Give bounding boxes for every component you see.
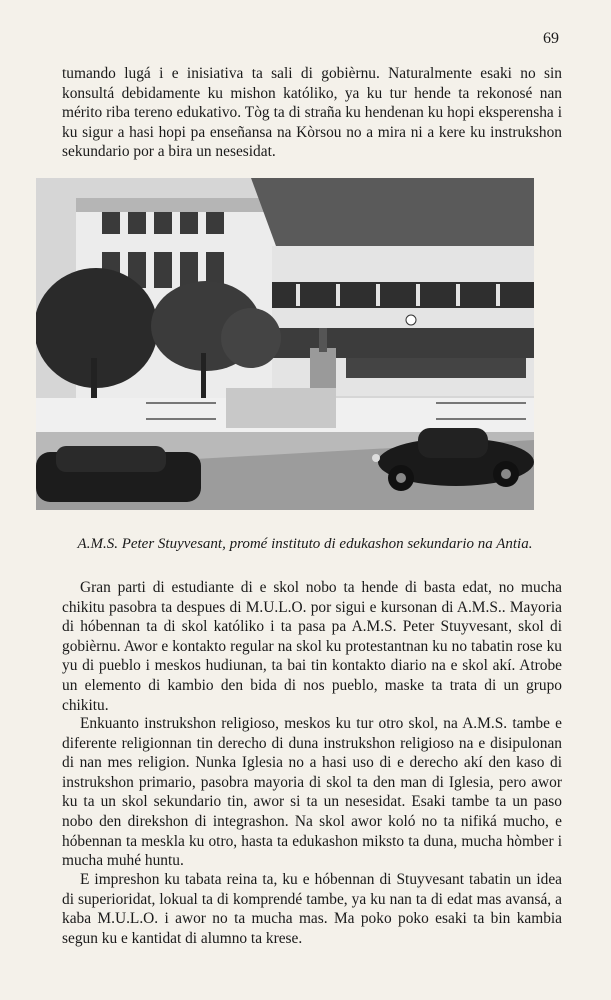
paragraph-1: Gran parti di estudiante di e skol nobo ta hende di basta edat, no mucha chikitu pasobra ta despues di M.U.L.O. por sigui e kursonan di A.M.S.. Mayoria di hóbennan ta di skol katóliko i ta pasa pa A.M.S. Peter Stuyvesant, skol di gobièrnu. Awor e kontakto regular na skol ku protestantnan ku no tabatin rose ku yu di pueblo i meskos hudiunan, ta bai tin kontakto diario na e skol akí. Atrobe un elemento di kambio den bida di nos pueblo, maske ta trata di un grupo chikitu. <box>62 579 562 714</box>
paragraph-2: Enkuanto instrukshon religioso, meskos ku tur otro skol, na A.M.S. tambe e diferente religionnan tin derecho di duna instrukshon religioso na e disipulonan di nan mes religion. Nunka Iglesia no a hasi uso di e derecho akí den kaso di instrukshon primario, pasobra mayoria di skol ta den man di Iglesia, pero awor ku ta un skol sekundario tin, awor si ta un nesesidat. Esaki tambe ta un paso nobo den direkshon di integrashon. Na skol awor koló no ta nifiká mucho, e hóbennan ta meskla ku otro, hasta ta edukashon miksto ta duna, mucha hòmber i mucha muhé huntu. <box>62 715 562 870</box>
paragraph-intro: tumando lugá i e inisiativa ta sali di gobièrnu. Naturalmente esaki no sin konsultá debidamente ku mishon katóliko, ya ku tur hende ta rekonosé nan mérito riba tereno edukativo. Tòg ta di straña ku hendenan ku hopi eksperensha i ku sigur a hasi hopi pa enseñansa na Kòrsou no a mira ni a kere ku instrukshon sekundario por a bira un nesesidat. <box>62 65 562 161</box>
paragraph-3: E impreshon ku tabata reina ta, ku e hóbennan di Stuyvesant tabatin un idea di superioridat, lokual ta di komprendé tambe, ya ku nan ta di edat mas avansá, a kaba M.U.L.O. i awor no ta mucha mas. Ma poko poko esaki ta bin kambia segun ku e kantidat di alumno ta krese. <box>62 871 562 947</box>
photo-caption: A.M.S. Peter Stuyvesant, promé instituto di edukashon sekundario na Antia. <box>77 536 533 552</box>
school-building-photo <box>36 178 534 510</box>
page-number: 69 <box>543 30 559 47</box>
